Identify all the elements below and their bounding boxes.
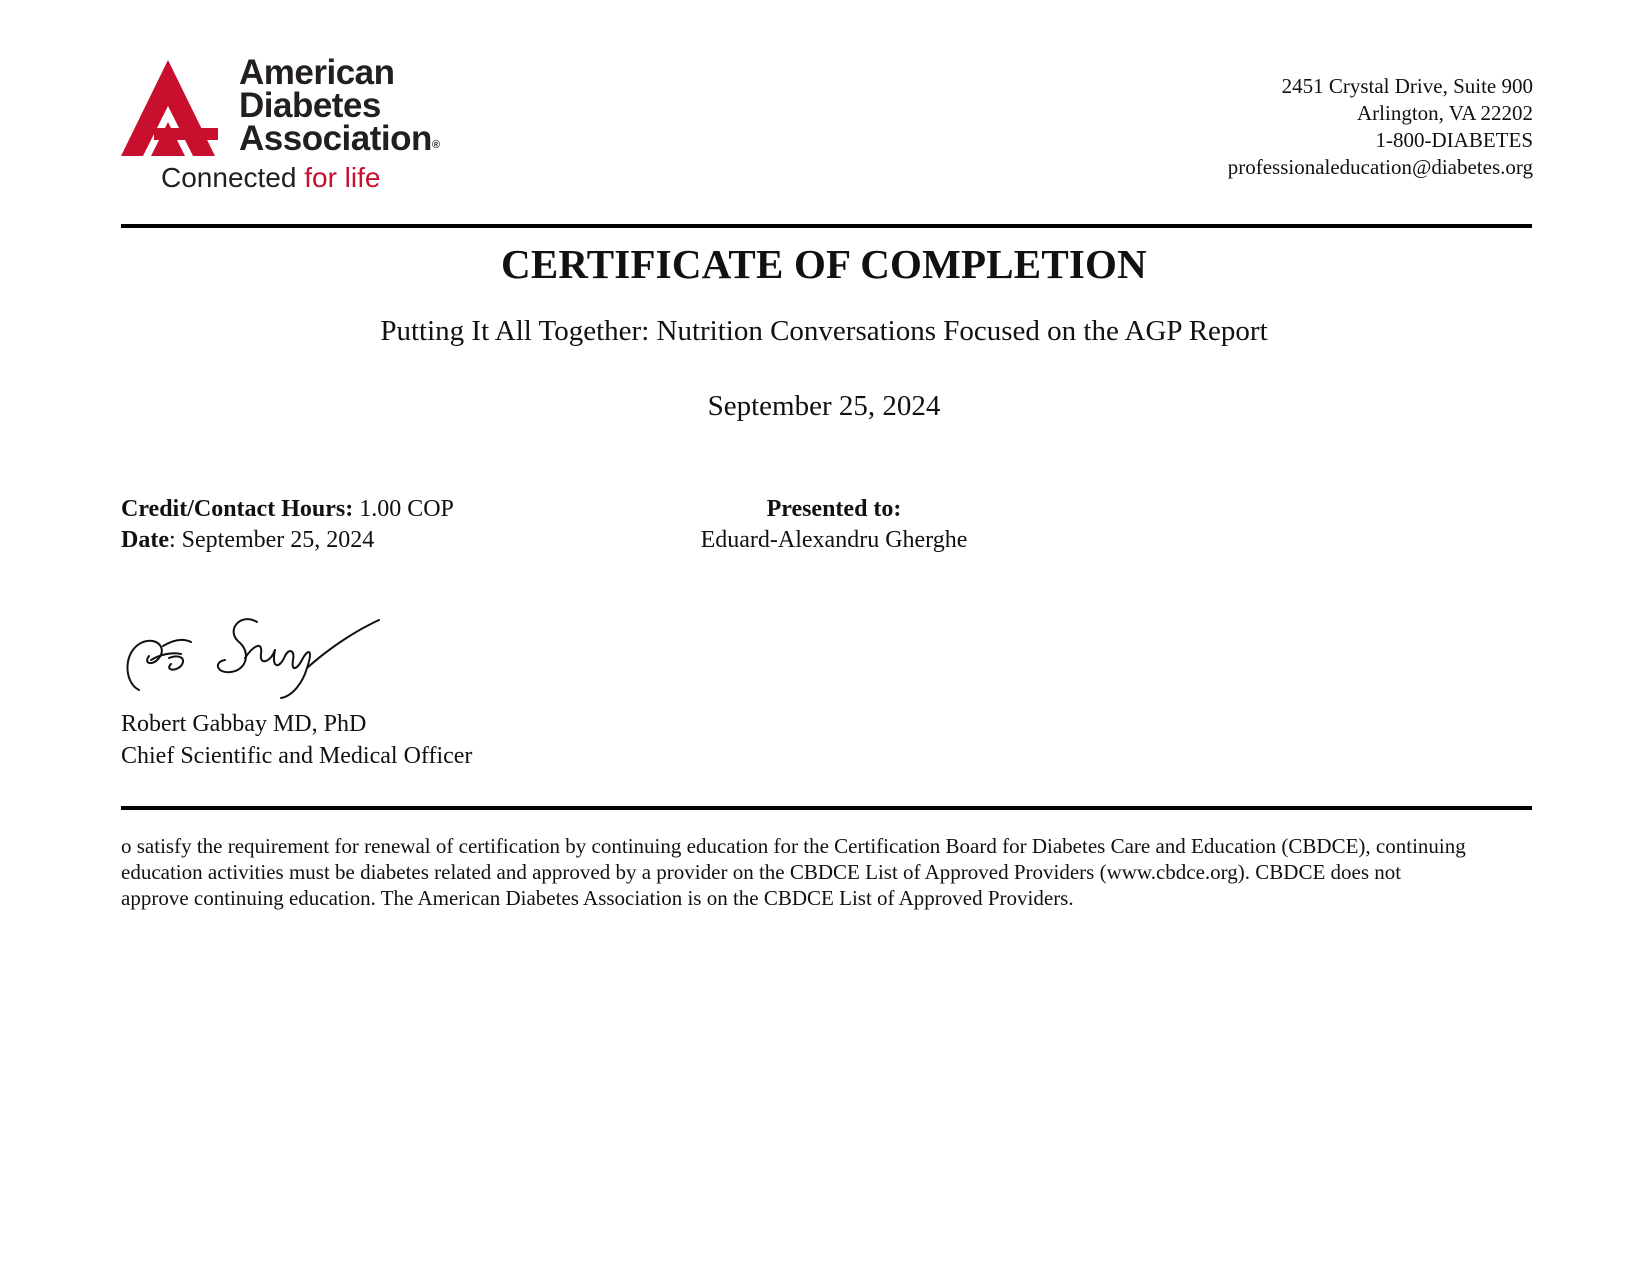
certificate-date: September 25, 2024 — [707, 390, 941, 422]
presented-to-label: Presented to: — [766, 496, 902, 522]
signer-title: Chief Scientific and Medical Officer — [121, 743, 473, 769]
address-phone: 1-800-DIABETES — [1375, 128, 1533, 152]
completion-date-value: : September 25, 2024 — [168, 527, 375, 553]
credit-hours-label: Credit/Contact Hours: — [121, 496, 354, 522]
ada-triangle-icon — [121, 60, 231, 160]
logo-tagline — [161, 162, 380, 194]
registered-mark: ® — [431, 139, 440, 151]
address-street: 2451 Crystal Drive, Suite 900 — [1281, 74, 1533, 98]
tagline-for-life: for life — [304, 162, 381, 193]
signature — [121, 610, 381, 705]
recipient-name: Eduard-Alexandru Gherghe — [700, 527, 968, 553]
address-block — [1228, 73, 1533, 181]
logo-word-1: American — [239, 53, 395, 92]
signer-block — [121, 708, 472, 772]
disclaimer-line-2: education activities must be diabetes related and approved by a provider on the CBDCE List of Approved Providers (www.cbdce.org). CBDCE does not — [121, 860, 1402, 884]
signature-image — [121, 610, 381, 700]
logo-word-3: Association — [239, 119, 432, 158]
completion-date-label: Date — [121, 527, 169, 553]
logo-wordmark — [239, 53, 440, 162]
credit-hours-line — [121, 494, 454, 525]
recipient-block — [684, 494, 984, 556]
credit-details — [121, 494, 454, 556]
completion-date-line — [121, 525, 454, 556]
signer-name: Robert Gabbay MD, PhD — [121, 711, 367, 737]
address-email: professionaleducation@diabetes.org — [1227, 155, 1533, 179]
bottom-divider — [121, 806, 1532, 810]
ada-logo — [121, 53, 451, 202]
top-divider — [121, 224, 1532, 228]
logo-word-2: Diabetes — [239, 86, 381, 125]
cbdce-disclaimer — [121, 833, 1541, 911]
disclaimer-line-1: o satisfy the requirement for renewal of certification by continuing education for the Certification Board for Diabetes Care and Education (CBDCE), continuing — [121, 834, 1466, 858]
disclaimer-line-3: approve continuing education. The American Diabetes Association is on the CBDCE List of Approved Providers. — [121, 886, 1074, 910]
certificate-title: CERTIFICATE OF COMPLETION — [501, 241, 1147, 287]
credit-hours-value: 1.00 COP — [353, 496, 454, 522]
course-title: Putting It All Together: Nutrition Conversations Focused on the AGP Report — [380, 315, 1268, 347]
address-city: Arlington, VA 22202 — [1357, 101, 1533, 125]
tagline-connected: Connected — [161, 162, 305, 193]
